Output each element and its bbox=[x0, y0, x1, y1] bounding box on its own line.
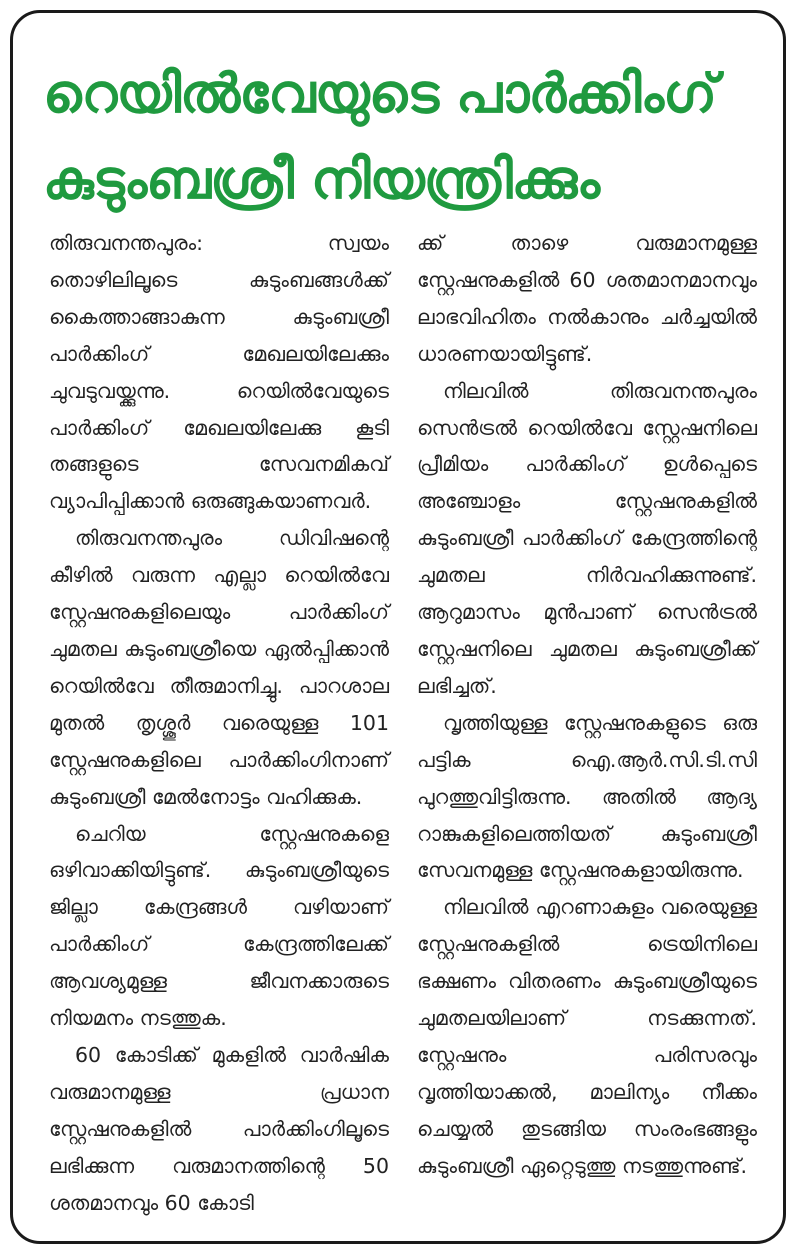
article-column-right bbox=[417, 225, 757, 1185]
paragraph: നിലവിൽ തിരുവനന്തപുരം സെൻട്രൽ റെയിൽവേ സ്റ്റേഷനിലെ പ്രീമിയം പാർക്കിംഗ് ഉൾപ്പെടെ അഞ്ചോളം സ്റ്റേഷനുകളിൽ കുടുംബശ്രീ പാർക്കിംഗ് കേന്ദ്രത്തിന്റെ ചുമതല നിർവഹിക്കുന്നുണ്ട്. ആറുമാസം മുൻപാണ് സെൻട്രൽ സ്റ്റേഷനിലെ ചുമതല കുടുംബശ്രീക്ക് ലഭിച്ചത്. bbox=[417, 378, 757, 698]
article-column-left bbox=[49, 225, 389, 1221]
paragraph: ക്ക് താഴെ വരുമാനമുള്ള സ്റ്റേഷനുകളിൽ 60 ശതമാനമാനവും ലാഭവിഹിതം നൽകാനും ചർച്ചയിൽ ധാരണയായിട്ടുണ്ട്. bbox=[417, 231, 757, 366]
news-clipping-card bbox=[10, 10, 786, 1244]
paragraph: തിരുവനന്തപുരം: സ്വയം തൊഴിലിലൂടെ കുടുംബങ്ങൾക്ക് കൈത്താങ്ങാകുന്ന കുടുംബശ്രീ പാർക്കിംഗ് മേഖലയിലേക്കും ചുവടുവയ്ക്കുന്നു. റെയിൽവേയുടെ പാർക്കിംഗ് മേഖലയിലേക്കു കൂടി തങ്ങളുടെ സേവനമികവ് വ്യാപിപ്പിക്കാൻ ഒരുങ്ങുകയാണവർ. bbox=[49, 231, 389, 514]
headline bbox=[43, 51, 773, 223]
paragraph: തിരുവനന്തപുരം ഡിവിഷന്റെ കീഴിൽ വരുന്ന എല്ലാ റെയിൽവേ സ്റ്റേഷനുകളിലെയും പാർക്കിംഗ് ചുമതല കുടുംബശ്രീയെ ഏൽപ്പിക്കാൻ റെയിൽവേ തീരുമാനിച്ചു. പാറശാല മുതൽ തൃശ്ശൂർ വരെയുള്ള 101 സ്റ്റേഷനുകളിലെ പാർക്കിംഗിനാണ് കുടുംബശ്രീ മേൽനോട്ടം വഹിക്കുക. bbox=[49, 526, 389, 809]
paragraph: വൃത്തിയുള്ള സ്റ്റേഷനുകളുടെ ഒരു പട്ടിക ഐ.ആർ.സി.ടി.സി പുറത്തുവിട്ടിരുന്നു. അതിൽ ആദ്യ റാങ്കുകളിലെത്തിയത് കുടുംബശ്രീ സേവനമുള്ള സ്റ്റേഷനുകളായിരുന്നു. bbox=[417, 710, 757, 883]
paragraph: 60 കോടിക്ക് മുകളിൽ വാർഷിക വരുമാനമുള്ള പ്രധാന സ്റ്റേഷനുകളിൽ പാർക്കിംഗിലൂടെ ലഭിക്കുന്ന വരുമാനത്തിന്റെ 50 ശതമാനവും 60 കോടി bbox=[49, 1042, 389, 1215]
headline-line-1: റെയിൽവേയുടെ പാർക്കിംഗ് bbox=[43, 62, 716, 125]
headline-line-2: കുടുംബശ്രീ നിയന്ത്രിക്കും bbox=[43, 148, 600, 211]
paragraph: ചെറിയ സ്റ്റേഷനുകളെ ഒഴിവാക്കിയിട്ടുണ്ട്. കുടുംബശ്രീയുടെ ജില്ലാ കേന്ദ്രങ്ങൾ വഴിയാണ് പാർക്കിംഗ് കേന്ദ്രത്തിലേക്ക് ആവശ്യമുള്ള ജീവനക്കാരുടെ നിയമനം നടത്തുക. bbox=[49, 821, 389, 1031]
paragraph: നിലവിൽ എറണാകുളം വരെയുള്ള സ്റ്റേഷനുകളിൽ ട്രെയിനിലെ ഭക്ഷണം വിതരണം കുടുംബശ്രീയുടെ ചുമതലയിലാണ് നടക്കുന്നത്. സ്റ്റേഷനും പരിസരവും വൃത്തിയാക്കൽ, മാലിന്യം നീക്കം ചെയ്യൽ തുടങ്ങിയ സംരംഭങ്ങളും കുടുംബശ്രീ ഏറ്റെടുത്തു നടത്തുന്നുണ്ട്. bbox=[417, 895, 757, 1178]
